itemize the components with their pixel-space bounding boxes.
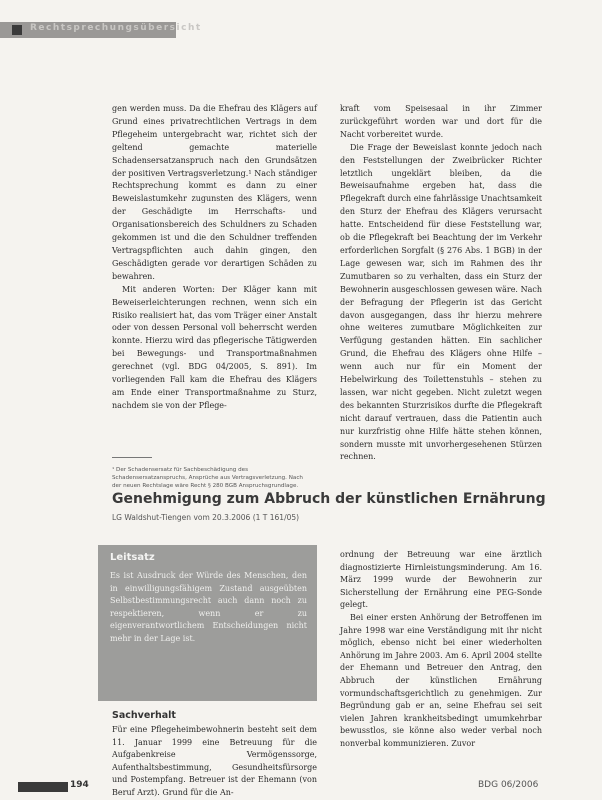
section-header-band <box>0 22 202 38</box>
body-column-2 <box>340 103 542 464</box>
leitsatz-text: Es ist Ausdruck der Würde des Menschen, den in einwilligungsfähigem Zustand ausgeübten Selbstbestimmungsrecht auch dann noch zu respektieren, wenn er zu eigenverantwortlichem Entscheidungen nicht mehr in der Lage ist. <box>110 571 307 643</box>
footer-bar <box>18 782 68 792</box>
leitsatz-label: Leitsatz <box>110 552 155 563</box>
page-number: 194 <box>70 780 89 790</box>
section-marker-square <box>12 25 22 35</box>
journal-issue: BDG 06/2006 <box>478 780 539 790</box>
sachverhalt-text: Für eine Pflegeheimbewohnerin besteht seit dem 11. Januar 1999 eine Betreuung für die Aufgabenkreise Vermögenssorge, Aufenthaltsbestimmung, Gesundheitsfürsorge und Postempfang. Betreuer ist der Ehemann (von Beruf Arzt). Grund für die An- <box>112 725 317 797</box>
paragraph: gen werden muss. Da die Ehefrau des Klägers auf Grund eines privatrechtlichen Vertrags in dem Pflegeheim untergebracht war, richtet sich der geltend gemachte materielle Schadensersatzanspruch nach den Grundsätzen der positiven Vertragsverletzung.¹ Nach ständiger Rechtsprechung kommt es dann zu einer Beweislastumkehr zugunsten des Klägers, wenn der Geschädigte im Herrschafts- und Organisationsbereich des Schuldners zu Schaden gekommen ist und die den Schuldner treffenden Vertragspflichten auch dahin gingen, den Geschädigten gerade vor derartigen Schäden zu bewahren. <box>112 104 317 281</box>
section-header-title: Rechtsprechungsübersicht <box>30 23 202 33</box>
sachverhalt-heading: Sachverhalt <box>112 710 176 721</box>
paragraph: Bei einer ersten Anhörung der Betroffenen im Jahre 1998 war eine Verständigung mit ihr nicht möglich, ebenso nicht bei einer wiederholten Anhörung im Jahre 2003. Am 6. April 2004 stellte der Ehemann und Betreuer den Antrag, den Abbruch der künstlichen Ernährung vormundschaftsgerichtlich zu genehmigen. Zur Begründung gab er an, seine Ehefrau sei seit vielen Jahren krankheitsbedingt umumkehrbar bewusstlos, sie könne also weder verbal noch nonverbal kommunizieren. Zuvor <box>340 612 542 748</box>
footnote: ¹ Der Schadensersatz für Sachbeschädigung des Schadensersatzanspruchs, Ansprüche aus Vertragsverletzung. Nach der neuen Rechtslage wäre Recht § 280 BGB Anspruchsgrundlage. <box>112 467 303 489</box>
article-title: Genehmigung zum Abbruch der künstlichen Ernährung <box>112 491 546 507</box>
leitsatz-box <box>98 545 317 701</box>
footnote-rule <box>112 457 152 458</box>
paragraph: Die Frage der Beweislast konnte jedoch nach den Feststellungen der Zweibrücker Richter letztlich ungeklärt bleiben, da die Beweisaufnahme ergeben hat, dass die Pflegekraft durch eine fahrlässige Unachtsamkeit den Sturz der Ehefrau des Klägers verursacht hatte. Entscheidend für diese Feststellung war, ob die Pflegekraft bei Beachtung der im Verkehr erforderlichen Sorgfalt (§ 276 Abs. 1 BGB) in der Lage gewesen war, sich im Rahmen des ihr Zumutbaren so zu verhalten, dass ein Sturz der Bewohnerin ausgeschlossen gewesen wäre. Nach der Befragung der Pflegerin ist das Gericht davon ausgegangen, dass ihr hierzu mehrere ohne weiteres zumutbare Möglichkeiten zur Verfügung gestanden hätten. Ein sachlicher Grund, die Ehefrau des Klägers ohne Hilfe – wenn auch nur für ein Moment der Hebelwirkung des Toilettenstuhls – stehen zu lassen, war nicht gegeben. Nicht zuletzt wegen des bekannten Sturzrisikos durfte die Pflegekraft nicht darauf vertrauen, dass die Patientin auch nur kurzfristig ohne Hilfe hätte stehen können, sondern musste mit unvorhergesehenen Stürzen rechnen. <box>340 142 542 462</box>
article-source: LG Waldshut-Tiengen vom 20.3.2006 (1 T 161/05) <box>112 513 300 522</box>
article-column-2 <box>340 549 542 751</box>
paragraph: Mit anderen Worten: Der Kläger kann mit Beweiserleichterungen rechnen, wenn sich ein Risiko realisiert hat, das vom Träger einer Anstalt oder von dessen Personal voll beherrscht werden konnte. Hierzu wird das pflegerische Tätigwerden bei Bewegungs- und Transportmaßnahmen gerechnet (vgl. BDG 04/2005, S. 891). Im vorliegenden Fall kam die Ehefrau des Klägers am Ende einer Transportmaßnahme zu Sturz, nachdem sie von der Pflege- <box>112 284 317 410</box>
body-column-1 <box>112 103 317 413</box>
paragraph: kraft vom Speisesaal in ihr Zimmer zurückgeführt worden war und dort für die Nacht vorbereitet wurde. <box>340 104 542 139</box>
paragraph: ordnung der Betreuung war eine ärztlich diagnostizierte Hirnleistungsminderung. Am 16. März 1999 wurde der Bewohnerin zur Sicherstellung der Ernährung eine PEG-Sonde gelegt. <box>340 550 542 610</box>
